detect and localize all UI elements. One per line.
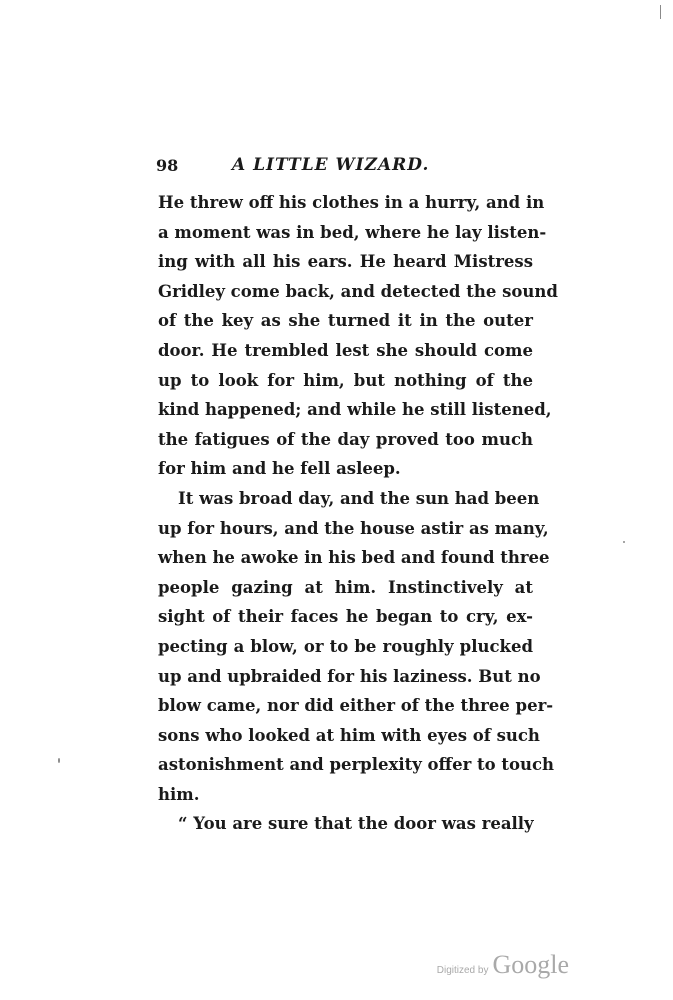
text-line: a moment was in bed, where he lay listen- bbox=[158, 222, 547, 242]
text-line: of the key as she turned it in the outer bbox=[158, 311, 533, 331]
scan-speck bbox=[58, 758, 60, 763]
digitized-by-label: Digitized by bbox=[436, 965, 489, 976]
text-line: It was broad day, and the sun had been bbox=[178, 488, 540, 508]
text-line: pecting a blow, or to be roughly plucked bbox=[158, 636, 533, 656]
google-logo: Google bbox=[492, 950, 569, 979]
scan-speck bbox=[660, 5, 661, 19]
scan-speck bbox=[623, 541, 625, 543]
text-line: astonishment and perplexity offer to touch bbox=[158, 755, 555, 775]
text-line: him. bbox=[158, 784, 200, 804]
text-line: people gazing at him. Instinctively at bbox=[158, 577, 533, 597]
text-line: for him and he fell asleep. bbox=[158, 459, 401, 479]
text-line: Gridley come back, and detected the sound bbox=[158, 281, 558, 301]
text-line: up and upbraided for his laziness. But no bbox=[158, 666, 541, 686]
text-line: sons who looked at him with eyes of such bbox=[158, 725, 540, 745]
body-text bbox=[158, 188, 558, 839]
text-line: “ You are sure that the door was really bbox=[178, 814, 534, 834]
text-line: kind happened; and while he still listened, bbox=[158, 400, 552, 420]
text-line: ing with all his ears. He heard Mistress bbox=[158, 252, 533, 272]
text-line: up for hours, and the house astir as many, bbox=[158, 518, 549, 538]
running-title: A LITTLE WIZARD. bbox=[232, 155, 430, 175]
digitized-watermark bbox=[437, 950, 569, 980]
text-line: door. He trembled lest she should come bbox=[158, 340, 533, 360]
text-line: when he awoke in his bed and found three bbox=[158, 548, 550, 568]
page-number: 98 bbox=[156, 156, 179, 175]
text-line: sight of their faces he began to cry, ex- bbox=[158, 607, 533, 627]
text-line: up to look for him, but nothing of the bbox=[158, 370, 533, 390]
text-line: He threw off his clothes in a hurry, and in bbox=[158, 193, 545, 212]
text-line: blow came, nor did either of the three per- bbox=[158, 696, 554, 716]
text-line: the fatigues of the day proved too much bbox=[158, 429, 533, 449]
